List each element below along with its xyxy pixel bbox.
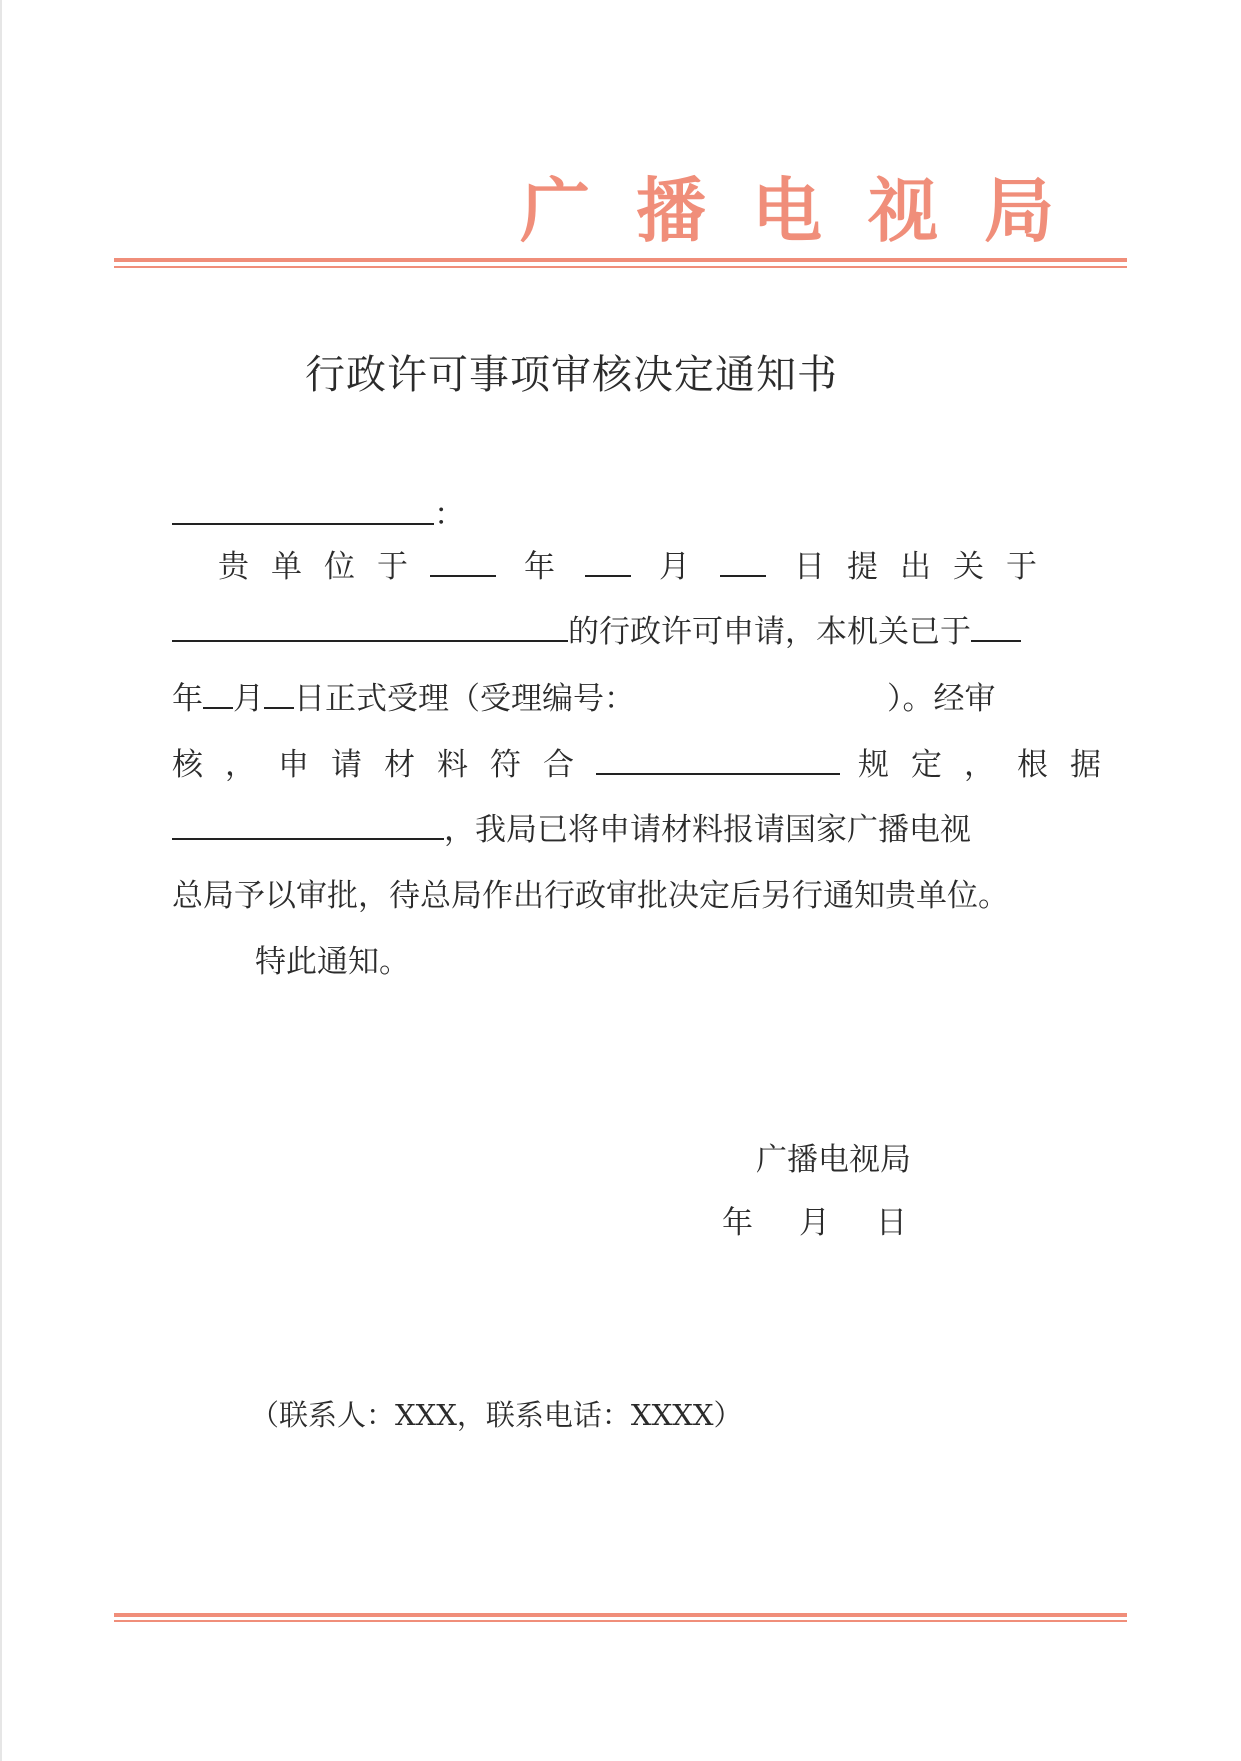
text-segment: 总局予以审批，待总局作出行政审批决定后另行通知贵单位。 bbox=[172, 878, 1009, 914]
date-year: 年 bbox=[722, 1205, 753, 1241]
text-segment: ，我局已将申请材料报请国家广播电视 bbox=[444, 812, 971, 848]
addressee-colon: ： bbox=[434, 497, 465, 533]
signature-organization: 广播电视局 bbox=[756, 1142, 911, 1178]
accept-year-blank bbox=[971, 610, 1021, 642]
body-line-2 bbox=[172, 607, 1034, 657]
text-segment: 核，申请材料符合 bbox=[172, 747, 596, 783]
addressee-blank bbox=[172, 493, 434, 525]
contact-info: （联系人：XXX，联系电话：XXXX） bbox=[250, 1398, 743, 1432]
letterhead-char: 广 bbox=[520, 169, 590, 252]
scan-edge bbox=[0, 0, 2, 1761]
text-segment: 月 bbox=[233, 681, 264, 717]
accept-day-blank bbox=[264, 677, 294, 709]
basis-blank bbox=[172, 808, 444, 840]
text-segment: 年 bbox=[172, 681, 203, 717]
body-line-1 bbox=[218, 542, 1059, 592]
subject-blank bbox=[172, 610, 568, 642]
accept-month-blank bbox=[203, 677, 233, 709]
letterhead-char: 电 bbox=[752, 169, 822, 252]
letterhead-char: 播 bbox=[636, 169, 706, 252]
addressee-line bbox=[172, 490, 1034, 540]
text-segment: 日提出关于 bbox=[794, 549, 1059, 585]
regulation-blank bbox=[596, 743, 840, 775]
month-blank bbox=[585, 545, 631, 577]
header-rule-thin bbox=[114, 266, 1127, 268]
footer-rule-thick bbox=[114, 1613, 1127, 1617]
document-title: 行政许可事项审核决定通知书 bbox=[305, 352, 838, 398]
text-segment: 年 bbox=[524, 549, 555, 585]
day-blank bbox=[720, 545, 766, 577]
body-line-5 bbox=[172, 805, 1034, 855]
text-segment: 规定，根据 bbox=[858, 747, 1123, 783]
letterhead-title bbox=[520, 155, 1080, 252]
text-segment: 月 bbox=[659, 549, 690, 585]
letterhead-char: 局 bbox=[984, 169, 1054, 252]
text-segment: 日正式受理（受理编号： bbox=[294, 681, 635, 717]
closing-line bbox=[255, 937, 1117, 987]
footer-rule-thin bbox=[114, 1620, 1127, 1622]
date-month: 月 bbox=[799, 1205, 830, 1241]
text-segment: ）。经审 bbox=[887, 681, 996, 717]
closing-text: 特此通知。 bbox=[255, 944, 410, 980]
year-blank bbox=[430, 545, 496, 577]
body-line-6 bbox=[172, 871, 1034, 921]
letterhead-char: 视 bbox=[868, 169, 938, 252]
text-segment: 贵单位于 bbox=[218, 549, 430, 585]
body-line-3 bbox=[172, 674, 1034, 724]
text-segment: 的行政许可申请，本机关已于 bbox=[568, 614, 971, 650]
signature-date bbox=[722, 1197, 953, 1242]
date-day: 日 bbox=[876, 1205, 907, 1241]
body-line-4 bbox=[172, 740, 1123, 790]
header-rule-thick bbox=[114, 258, 1127, 262]
